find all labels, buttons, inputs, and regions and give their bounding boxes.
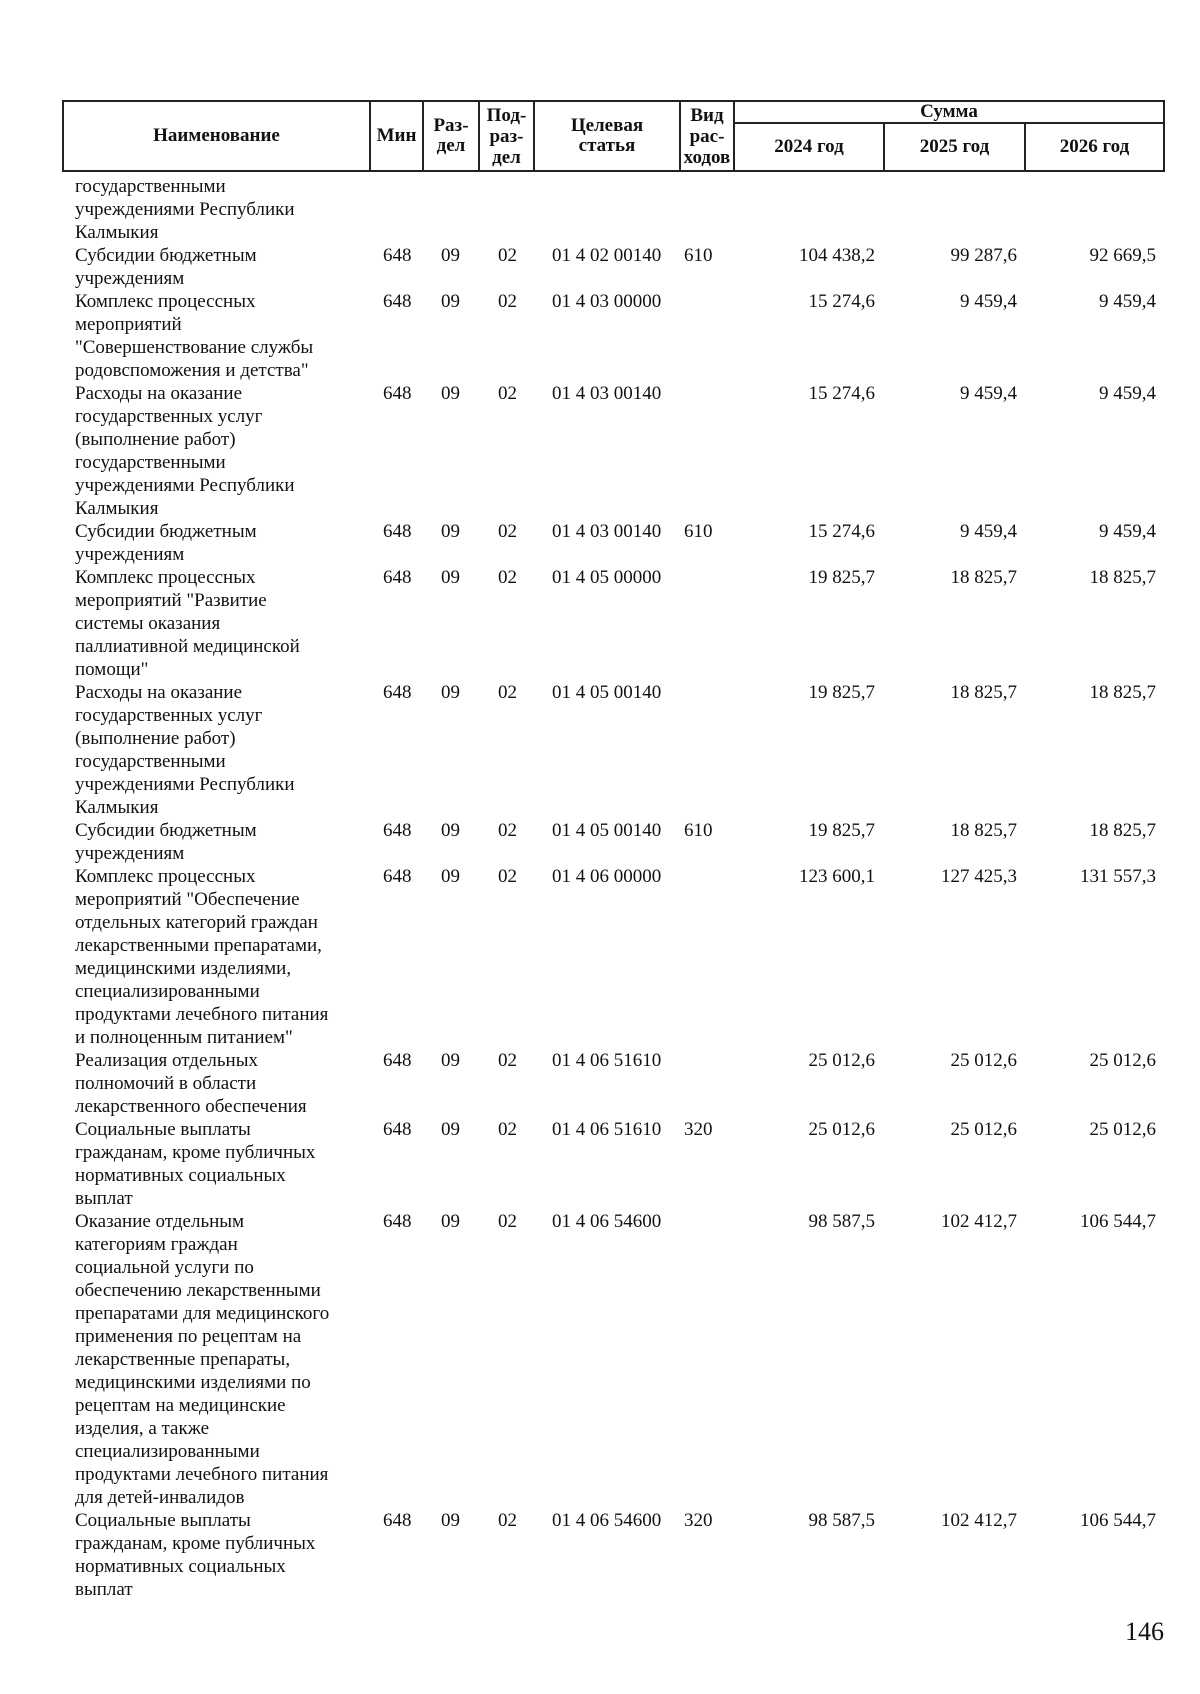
row-razdel: 09 xyxy=(441,866,460,887)
row-2024: 123 600,1 xyxy=(799,866,875,887)
row-2024: 15 274,6 xyxy=(808,291,875,312)
row-2024: 15 274,6 xyxy=(808,383,875,404)
row-min: 648 xyxy=(383,1119,412,1140)
page-number: 146 xyxy=(1125,1617,1164,1646)
row-vid: 320 xyxy=(684,1119,713,1140)
header-summa: Сумма xyxy=(920,101,978,122)
row-2026: 9 459,4 xyxy=(1099,291,1156,312)
row-vid: 320 xyxy=(684,1510,713,1531)
row-2026: 25 012,6 xyxy=(1089,1119,1156,1140)
row-2026: 18 825,7 xyxy=(1089,567,1156,588)
row-razdel: 09 xyxy=(441,567,460,588)
row-min: 648 xyxy=(383,1211,412,1232)
row-2024: 19 825,7 xyxy=(808,567,875,588)
table-row xyxy=(0,520,1200,566)
row-2025: 18 825,7 xyxy=(950,820,1017,841)
row-min: 648 xyxy=(383,820,412,841)
row-target: 01 4 05 00000 xyxy=(552,567,662,588)
header-razdel: Раз- дел xyxy=(433,115,469,156)
table-row xyxy=(0,819,1200,865)
header-vid: Вид рас- ходов xyxy=(683,104,731,168)
row-podrazdel: 02 xyxy=(498,1050,517,1071)
row-target: 01 4 03 00140 xyxy=(552,383,662,404)
row-razdel: 09 xyxy=(441,1119,460,1140)
row-2025: 18 825,7 xyxy=(950,682,1017,703)
row-2024: 19 825,7 xyxy=(808,682,875,703)
table-row xyxy=(0,382,1200,520)
row-podrazdel: 02 xyxy=(498,1119,517,1140)
row-razdel: 09 xyxy=(441,682,460,703)
table-row xyxy=(0,1509,1200,1601)
row-2024: 98 587,5 xyxy=(808,1510,875,1531)
row-2025: 102 412,7 xyxy=(941,1211,1017,1232)
header-min: Мин xyxy=(376,125,417,146)
row-name: Субсидии бюджетным учреждениям xyxy=(75,245,257,289)
row-name: Расходы на оказание государственных услуг (выполнение работ) государственными учреждениями Республики Калмыкия xyxy=(75,682,295,818)
row-min: 648 xyxy=(383,866,412,887)
row-min: 648 xyxy=(383,567,412,588)
row-2026: 106 544,7 xyxy=(1080,1510,1156,1531)
row-razdel: 09 xyxy=(441,245,460,266)
row-podrazdel: 02 xyxy=(498,1211,517,1232)
row-2026: 25 012,6 xyxy=(1089,1050,1156,1071)
row-name: Субсидии бюджетным учреждениям xyxy=(75,820,257,864)
row-2025: 18 825,7 xyxy=(950,567,1017,588)
row-podrazdel: 02 xyxy=(498,521,517,542)
row-min: 648 xyxy=(383,291,412,312)
row-podrazdel: 02 xyxy=(498,291,517,312)
row-razdel: 09 xyxy=(441,521,460,542)
row-podrazdel: 02 xyxy=(498,245,517,266)
row-2025: 25 012,6 xyxy=(950,1119,1017,1140)
row-2025: 127 425,3 xyxy=(941,866,1017,887)
row-2026: 131 557,3 xyxy=(1080,866,1156,887)
row-2025: 25 012,6 xyxy=(950,1050,1017,1071)
row-target: 01 4 05 00140 xyxy=(552,682,662,703)
row-razdel: 09 xyxy=(441,820,460,841)
row-name: государственными учреждениями Республики Калмыкия xyxy=(75,176,295,243)
table-row xyxy=(0,244,1200,290)
row-target: 01 4 03 00000 xyxy=(552,291,662,312)
row-min: 648 xyxy=(383,1510,412,1531)
row-podrazdel: 02 xyxy=(498,682,517,703)
table-row xyxy=(0,290,1200,382)
row-2024: 15 274,6 xyxy=(808,521,875,542)
row-vid: 610 xyxy=(684,245,713,266)
row-name: Расходы на оказание государственных услуг (выполнение работ) государственными учреждениями Республики Калмыкия xyxy=(75,383,295,519)
table-row xyxy=(0,681,1200,819)
row-razdel: 09 xyxy=(441,1050,460,1071)
row-2026: 18 825,7 xyxy=(1089,682,1156,703)
row-target: 01 4 05 00140 xyxy=(552,820,662,841)
row-2025: 9 459,4 xyxy=(960,291,1017,312)
row-podrazdel: 02 xyxy=(498,567,517,588)
row-razdel: 09 xyxy=(441,1211,460,1232)
row-razdel: 09 xyxy=(441,383,460,404)
row-2026: 92 669,5 xyxy=(1089,245,1156,266)
row-podrazdel: 02 xyxy=(498,820,517,841)
row-target: 01 4 02 00140 xyxy=(552,245,662,266)
table-row xyxy=(0,175,1200,244)
row-2026: 106 544,7 xyxy=(1080,1211,1156,1232)
row-2024: 104 438,2 xyxy=(799,245,875,266)
row-target: 01 4 06 54600 xyxy=(552,1211,662,1232)
row-name: Социальные выплаты гражданам, кроме публичных нормативных социальных выплат xyxy=(75,1510,316,1600)
row-min: 648 xyxy=(383,245,412,266)
row-2024: 19 825,7 xyxy=(808,820,875,841)
row-vid: 610 xyxy=(684,521,713,542)
row-2026: 18 825,7 xyxy=(1089,820,1156,841)
row-min: 648 xyxy=(383,383,412,404)
row-target: 01 4 06 51610 xyxy=(552,1119,662,1140)
table-row xyxy=(0,566,1200,681)
row-2026: 9 459,4 xyxy=(1099,521,1156,542)
table-header xyxy=(62,100,1165,172)
header-podrazdel: Под- раз- дел xyxy=(486,104,527,168)
table-body xyxy=(0,175,1200,1601)
header-2024: 2024 год xyxy=(774,136,844,157)
row-target: 01 4 06 51610 xyxy=(552,1050,662,1071)
table-row xyxy=(0,865,1200,1049)
row-2025: 9 459,4 xyxy=(960,383,1017,404)
row-name: Оказание отдельным категориям граждан социальной услуги по обеспечению лекарственными препаратами для медицинского применения по рецептам на лекарственные препараты, медицинскими изделиями по рецептам на медицинские изделия, а также специализированными продуктами лечебного питания для детей-инвалидов xyxy=(75,1211,330,1508)
table-row xyxy=(0,1118,1200,1210)
row-name: Комплекс процессных мероприятий "Развитие системы оказания паллиативной медицинской помощи" xyxy=(75,567,300,680)
header-name: Наименование xyxy=(153,125,280,146)
row-2024: 98 587,5 xyxy=(808,1211,875,1232)
row-2024: 25 012,6 xyxy=(808,1050,875,1071)
row-2024: 25 012,6 xyxy=(808,1119,875,1140)
header-2026: 2026 год xyxy=(1059,136,1130,157)
row-name: Комплекс процессных мероприятий "Совершенствование службы родовспоможения и детства" xyxy=(75,291,314,381)
header-2025: 2025 год xyxy=(919,136,990,157)
row-2025: 9 459,4 xyxy=(960,521,1017,542)
row-razdel: 09 xyxy=(441,291,460,312)
row-podrazdel: 02 xyxy=(498,383,517,404)
row-vid: 610 xyxy=(684,820,713,841)
row-podrazdel: 02 xyxy=(498,866,517,887)
row-razdel: 09 xyxy=(441,1510,460,1531)
row-name: Реализация отдельных полномочий в области лекарственного обеспечения xyxy=(75,1050,307,1117)
row-2025: 99 287,6 xyxy=(950,245,1017,266)
row-min: 648 xyxy=(383,1050,412,1071)
row-2025: 102 412,7 xyxy=(941,1510,1017,1531)
row-min: 648 xyxy=(383,521,412,542)
row-target: 01 4 06 00000 xyxy=(552,866,662,887)
row-target: 01 4 03 00140 xyxy=(552,521,662,542)
row-target: 01 4 06 54600 xyxy=(552,1510,662,1531)
table-row xyxy=(0,1049,1200,1118)
row-2026: 9 459,4 xyxy=(1099,383,1156,404)
header-target: Целевая статья xyxy=(570,115,644,156)
row-podrazdel: 02 xyxy=(498,1510,517,1531)
row-name: Субсидии бюджетным учреждениям xyxy=(75,521,257,565)
row-min: 648 xyxy=(383,682,412,703)
row-name: Социальные выплаты гражданам, кроме публичных нормативных социальных выплат xyxy=(75,1119,316,1209)
table-row xyxy=(0,1210,1200,1509)
row-name: Комплекс процессных мероприятий "Обеспечение отдельных категорий граждан лекарственными препаратами, медицинскими изделиями, специализированными продуктами лечебного питания и полноценным питанием" xyxy=(75,866,329,1048)
